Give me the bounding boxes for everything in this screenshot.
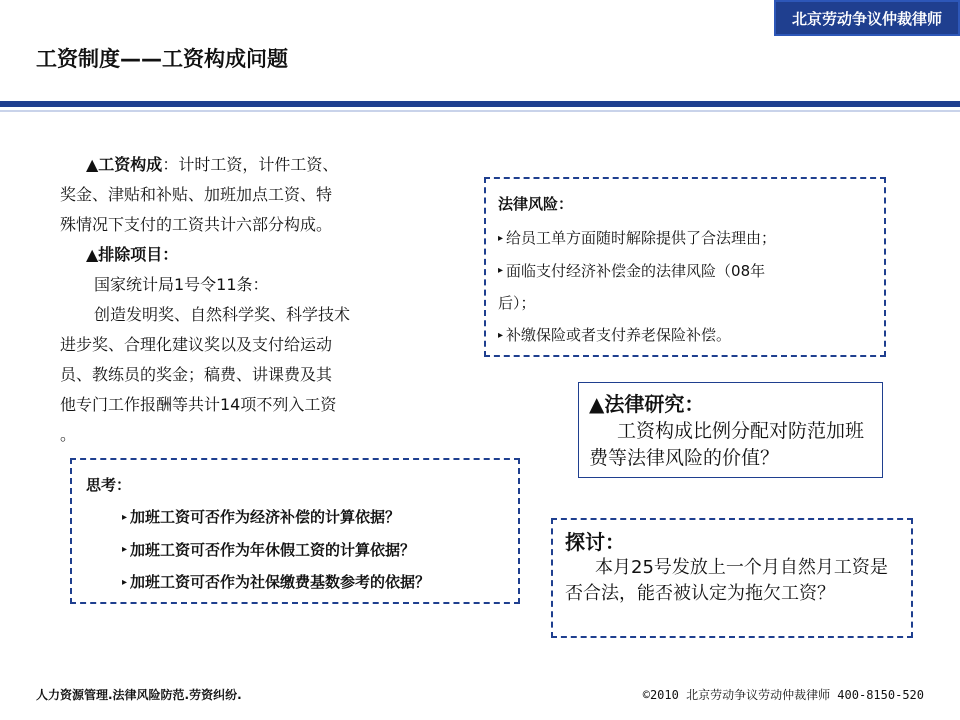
exclusion-line: 进步奖、合理化建议奖以及支付给运动 xyxy=(60,335,333,354)
wage-composition-text xyxy=(60,150,400,450)
triangle-bullet-icon: ▸ xyxy=(122,576,128,588)
legal-risk-item xyxy=(498,255,872,288)
exclusion-line: 创造发明奖、自然科学奖、科学技术 xyxy=(94,305,351,324)
think-item xyxy=(86,534,504,567)
exclusion-line: 他专门工作报酬等共计14项不列入工资 xyxy=(60,395,337,414)
exclusion-label: ▲排除项目： xyxy=(86,245,179,264)
think-item xyxy=(86,501,504,534)
triangle-bullet-icon: ▸ xyxy=(498,265,504,276)
discussion-heading: 探讨： xyxy=(565,530,625,554)
legal-risk-item xyxy=(498,287,872,319)
legal-risk-item-text: 后）； xyxy=(498,294,536,312)
triangle-bullet-icon: ▸ xyxy=(122,544,128,555)
wage-composition-line: 殊情况下支付的工资共计六部分构成。 xyxy=(60,215,333,234)
footer-topics: 人力资源管理.法律风险防范.劳资纠纷. xyxy=(36,688,242,702)
title-divider-thin xyxy=(0,110,960,112)
discussion-body: 本月25号发放上一个月自然月工资是否合法，能否被认定为拖欠工资？ xyxy=(565,557,888,604)
wage-composition-text-1: ：计时工资，计件工资、 xyxy=(162,155,339,174)
triangle-bullet-icon: ▸ xyxy=(122,511,128,523)
title-divider xyxy=(0,101,960,107)
exclusion-line: 员、教练员的奖金；稿费、讲课费及其 xyxy=(60,365,333,384)
wage-composition-line xyxy=(60,150,400,180)
legal-research-body: 工资构成比例分配对防范加班费等法律风险的价值？ xyxy=(589,420,865,469)
legal-risk-box xyxy=(484,177,886,357)
legal-risk-item xyxy=(498,222,872,255)
triangle-bullet-icon: ▸ xyxy=(498,232,504,244)
page-title: 工资制度——工资构成问题 xyxy=(36,47,288,71)
think-item-text: 加班工资可否作为社保缴费基数参考的依据？ xyxy=(130,573,431,591)
think-box xyxy=(70,458,520,604)
discussion-box xyxy=(551,518,913,638)
wage-composition-line: 奖金、津贴和补贴、加班加点工资、特 xyxy=(60,185,333,204)
legal-risk-item-text: 面临支付经济补偿金的法律风险（08年 xyxy=(506,261,766,280)
exclusion-line: 。 xyxy=(60,425,77,444)
think-item-text: 加班工资可否作为年休假工资的计算依据？ xyxy=(130,540,416,559)
legal-research-heading: ▲法律研究： xyxy=(589,392,705,416)
think-item-text: 加班工资可否作为经济补偿的计算依据？ xyxy=(130,508,401,526)
footer-copyright: ©2010 北京劳动争议劳动仲裁律师 400-8150-520 xyxy=(642,688,924,702)
exclusion-line: 国家统计局1号令11条： xyxy=(94,275,269,294)
think-item xyxy=(86,566,504,599)
legal-risk-heading: 法律风险： xyxy=(498,195,574,213)
legal-risk-item-text: 给员工单方面随时解除提供了合法理由； xyxy=(506,229,777,247)
triangle-bullet-icon: ▸ xyxy=(498,329,504,341)
legal-risk-item xyxy=(498,319,872,352)
legal-risk-item-text: 补缴保险或者支付养老保险补偿。 xyxy=(506,326,732,344)
brand-banner: 北京劳动争议仲裁律师 xyxy=(774,0,960,36)
wage-composition-label: ▲工资构成 xyxy=(86,155,163,174)
legal-research-box xyxy=(578,382,883,478)
think-heading: 思考： xyxy=(86,476,132,494)
